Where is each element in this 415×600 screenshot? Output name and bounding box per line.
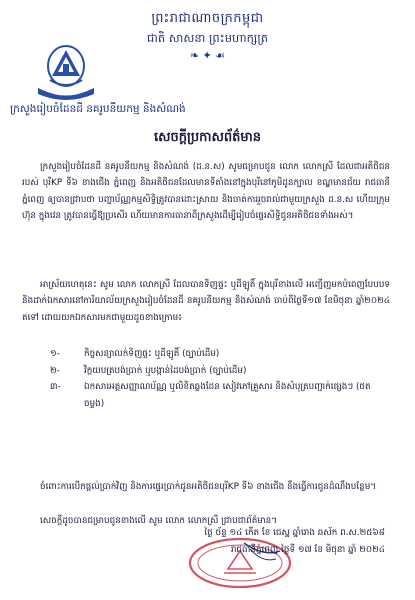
paragraph-request: អាស្រ័យហេតុនេះ សូម លោក លោកស្រី ដែលបានទិញផ្ទះ ឬដីឡូតិ៍ ក្នុងបុរីខាងលើ អញ្ជើញមកបំពេញបែបបទ និងដាក់ឯកសារនៅការិយាល័យក្រសួងរៀបចំដែនដី នគរូបនីយកម្ម និងសំណង់ ចាប់ពីថ្ងៃទី១៧ ខែមិថុនា ឆ្នាំ២០២៤ តទៅ ដោយយកឯកសារមកជាមួយដូចខាងក្រោម៖ [22,279,390,323]
list-item-number: ៣- [50,382,61,392]
list-item [50,363,390,380]
list-item [50,346,390,363]
document-title: សេចក្តីប្រកាសព័ត៌មាន [153,130,262,145]
list-item-number: ១- [50,349,60,359]
ministry-logo-icon [30,42,102,102]
ministry-name: ក្រសួងរៀបចំដែនដី នគរូបនីយកម្ម និងសំណង់ [10,103,186,115]
header-ornament: ❧ ✦ ☙ [189,49,226,62]
required-documents-list [50,346,390,412]
official-stamp-icon [184,533,296,591]
paragraph-refund-note: ចំពោះការបើកផ្តល់ប្រាក់វិញ និងការផ្ទេរប្រាក់ជូនអតិថិជនបុរីKP ទី៦ ខាងជើង នឹងធ្វើការជូនដំណឹងបន្ថែម។ [40,481,377,492]
kingdom-heading: ព្រះរាជាណាចក្រកម្ពុជា [151,11,264,26]
list-item-text: វិក្កយបត្របង់ប្រាក់ ឬបង្កាន់ដៃបង់ប្រាក់ (ច្បាប់ដើម) [84,365,247,376]
list-item [50,379,390,412]
solar-date: រាជធានីភ្នំពេញ ថ្ងៃទី ១៧ ខែ មិថុនា ឆ្នាំ ២០២៤ [230,545,385,555]
list-item-text: ឯកសារអត្តសញ្ញាណប័ណ្ណ ឬលិខិតឆ្លងដែន សៀវភៅគ្រួសារ និងសំបុត្របញ្ជាក់ផ្សេងៗ (ថតចម្លង) [84,382,371,409]
paragraph-intro: ក្រសួងរៀបចំដែនដី នគរូបនីយកម្ម និងសំណង់ (ដ.ន.ស) សូមជម្រាបជូន លោក លោកស្រី ដែលជាអតិថិជនរបស់ បុរីKP ទី៦ ខាងជើង ភ្នំពេញ និងអតិថិជនដែលមានទីតាំងនៅក្នុងបុរីនៅភូមិដូនក្បាល ខណ្ឌមានជ័យ រាជធានីភ្នំពេញ ឲ្យបានជ្រាបថា បញ្ហាប័ណ្ណកម្មសិទ្ធិត្រូវបានដោះស្រាយ និងចាត់ការរួចរាល់ជាមួយក្រសួង ដ.ន.ស ហើយក្រុមហ៊ុន ក្នុងវេន ត្រូវបានធ្វើឱ្យប្រសើរ ហើយមានការធានាពីក្រសួងដើម្បីរៀបចំផ្ទេរសិទ្ធិជូនអតិថិជនទាំងអស់។ [22,161,390,222]
list-item-text: កិច្ចសន្យាលក់ទិញផ្ទះ ឬដីឡូតិ៍ (ច្បាប់ដើម) [84,349,220,359]
lunar-date: ថ្ងៃ ច័ន្ទ ១៤ កើត ខែ ជេស្ឋ ឆ្នាំរោង ឆស័ក ព.ស.២៥៦៨ [204,528,385,538]
national-motto: ជាតិ សាសនា ព្រះមហាក្សត្រ [146,31,269,45]
paragraph-closing: សេចក្តីដូចបានជម្រាបជូនខាងលើ សូម លោក លោកស្រី ជ្រាបជាព័ត៌មាន។ [40,515,278,526]
list-item-number: ២- [50,365,60,376]
